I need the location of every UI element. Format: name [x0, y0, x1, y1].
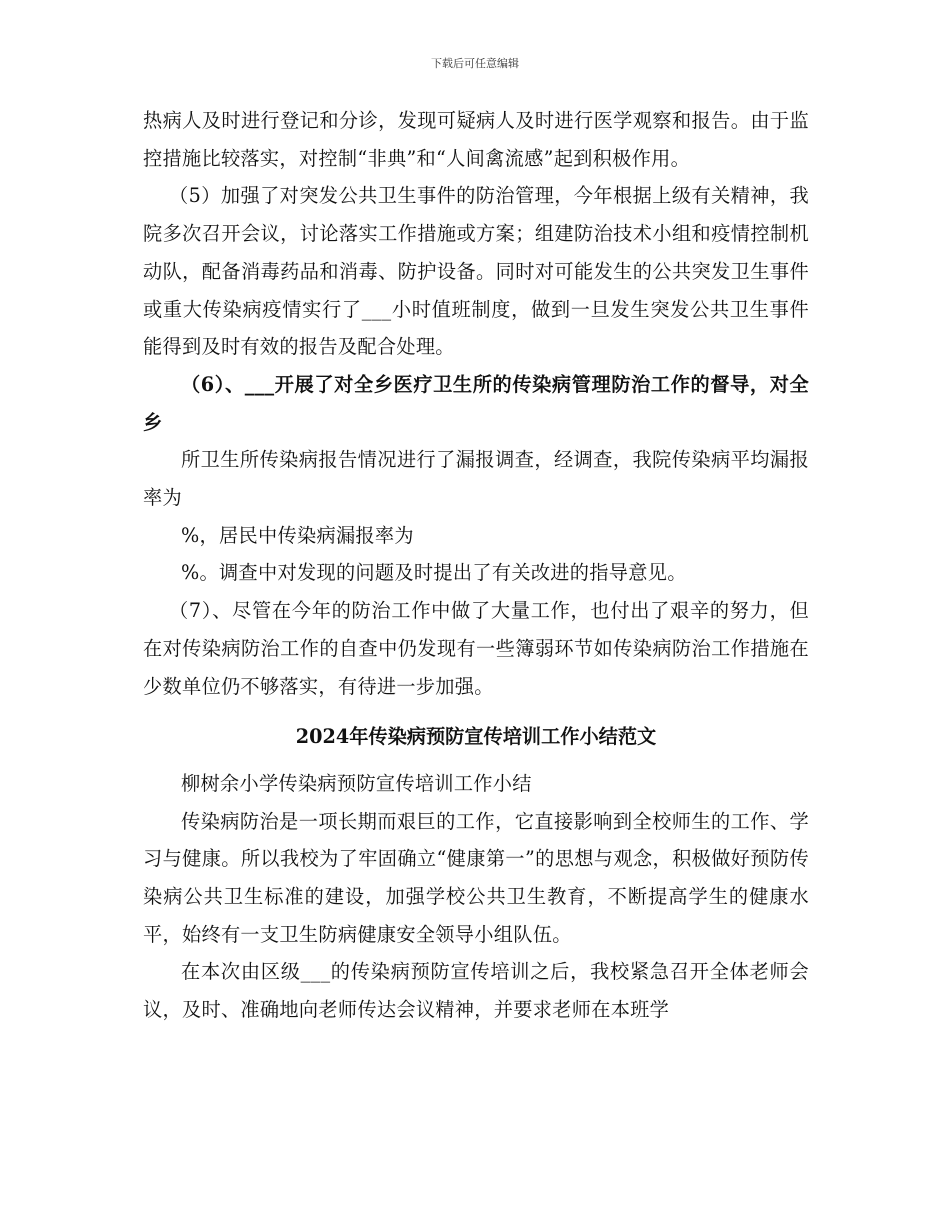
- paragraph-guidance: %。调查中对发现的问题及时提出了有关改进的指导意见。: [181, 561, 687, 585]
- page-header: 下载后可任意编辑: [431, 57, 519, 70]
- paragraph-item-5: （5）加强了对突发公共卫生事件的防治管理，今年根据上级有关精神，我院多次召开会议，讨论落实工作措施或方案；组建防治技术小组和疫情控制机动队，配备消毒药品和消毒、防护设备。同时对可能发生的公共突发卫生事件或重大传染病疫情实行了___小时值班制度，做到一旦发生突发公共卫生事件能得到及时有效的报告及配合处理。: [143, 184, 809, 359]
- paragraph-survey: 所卫生所传染病报告情况进行了漏报调查，经调查，我院传染病平均漏报率为: [143, 448, 809, 510]
- paragraph-item-6: （6）、___开展了对全乡医疗卫生所的传染病管理防治工作的督导，对全乡: [143, 372, 809, 434]
- paragraph-subtitle: 柳树余小学传染病预防宣传培训工作小结: [181, 771, 532, 795]
- section-title: 2024年传染病预防宣传培训工作小结范文: [295, 725, 657, 749]
- document-body: [143, 102, 809, 1029]
- paragraph-continuation: 热病人及时进行登记和分诊，发现可疑病人及时进行医学观察和报告。由于监控措施比较落实，对控制“非典”和“人间禽流感”起到积极作用。: [143, 109, 809, 170]
- paragraph-intro: 传染病防治是一项长期而艰巨的工作，它直接影响到全校师生的工作、学习与健康。所以我校为了牢固确立“健康第一”的思想与观念，积极做好预防传染病公共卫生标准的建设，加强学校公共卫生教育，不断提高学生的健康水平，始终有一支卫生防病健康安全领导小组队伍。: [143, 809, 809, 946]
- paragraph-item-7: （7）、尽管在今年的防治工作中做了大量工作，也付出了艰辛的努力，但在对传染病防治工作的自查中仍发现有一些簿弱环节如传染病防治工作措施在少数单位仍不够落实，有待进一步加强。: [143, 599, 809, 698]
- paragraph-training: 在本次由区级___的传染病预防宣传培训之后，我校紧急召开全体老师会议，及时、准确地向老师传达会议精神，并要求老师在本班学: [143, 960, 809, 1022]
- paragraph-rate: %，居民中传染病漏报率为: [181, 523, 414, 547]
